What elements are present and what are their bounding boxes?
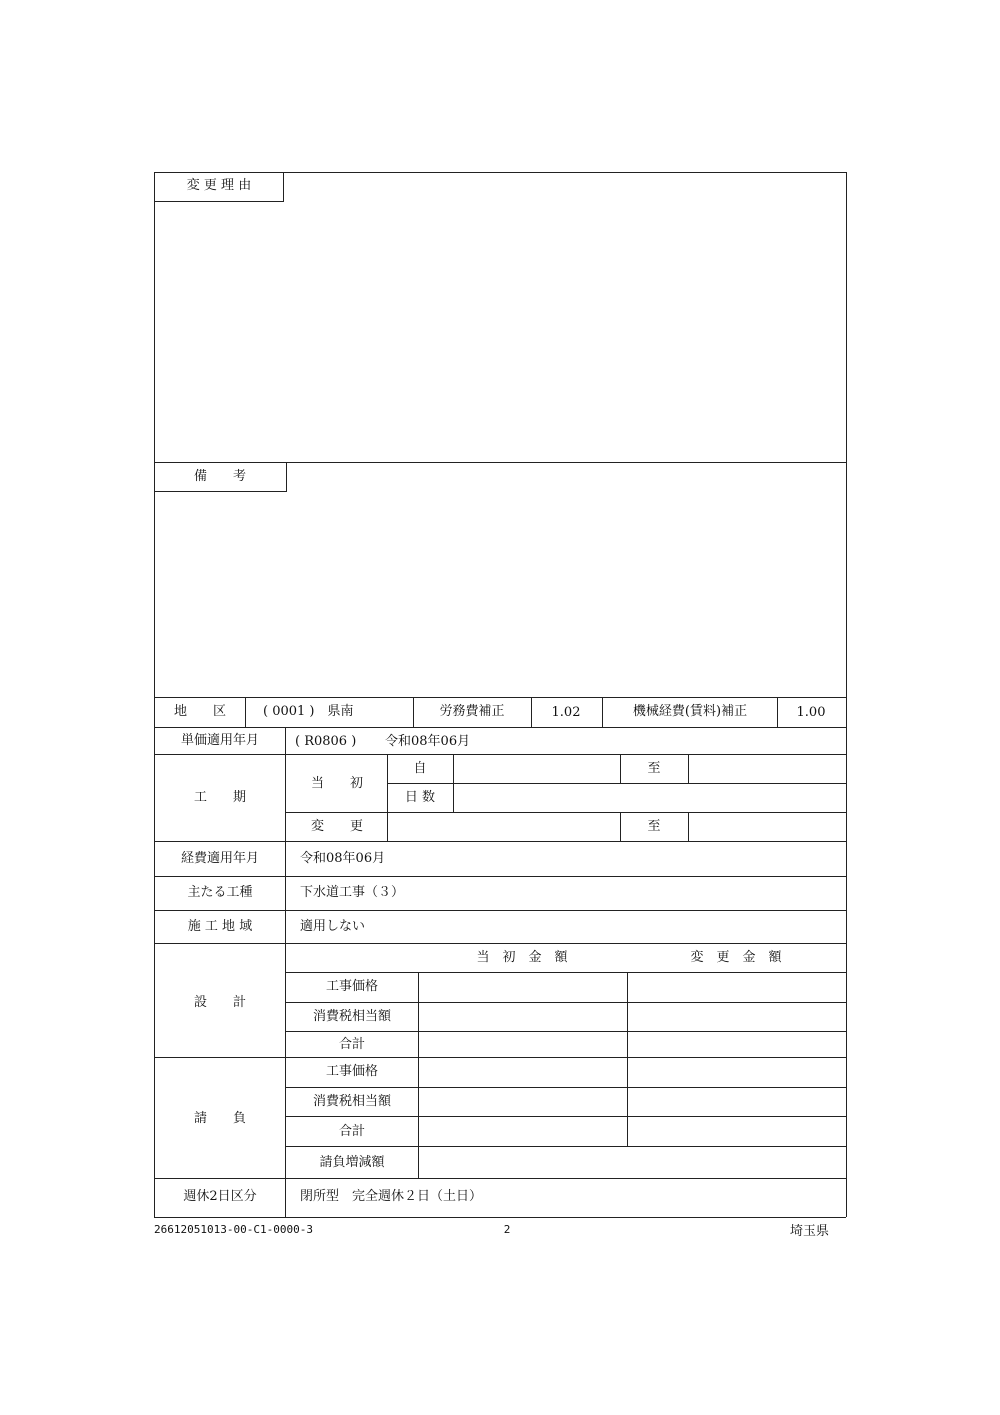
- design-row-label: 消費税相当額: [312, 1009, 392, 1024]
- footer-prefecture: 埼玉県: [790, 1224, 830, 1239]
- col-line: [620, 812, 621, 841]
- remarks-tab-right: [286, 462, 287, 492]
- col-line: [413, 697, 414, 727]
- remarks-label: 備 考: [193, 469, 247, 484]
- expense-label: 経費適用年月: [180, 851, 260, 866]
- row-line: [387, 783, 846, 784]
- row-line: [154, 876, 846, 877]
- row-line: [154, 727, 846, 728]
- footer-page: 2: [503, 1223, 511, 1236]
- row-line: [285, 1087, 846, 1088]
- design-row-label: 合計: [338, 1037, 366, 1052]
- machine-label: 機械経費(賃料)補正: [632, 704, 748, 719]
- col-line: [627, 972, 628, 1147]
- period-initial-label: 当 初: [310, 776, 364, 791]
- reason-label: 変 更 理 由: [186, 178, 252, 193]
- period-change-to-label: 至: [647, 819, 661, 834]
- col-line: [620, 754, 621, 784]
- region-label: 施 工 地 域: [187, 919, 253, 934]
- row-line: [285, 1116, 846, 1117]
- frame-bottom: [154, 1217, 846, 1218]
- expense-value: 令和08年06月: [300, 851, 386, 866]
- contract-row-label: 合計: [338, 1124, 366, 1139]
- col-line: [387, 754, 388, 841]
- col-line: [418, 972, 419, 1178]
- frame-left: [154, 172, 155, 1217]
- row-line: [285, 812, 846, 813]
- design-row-label: 工事価格: [325, 979, 379, 994]
- col-line: [688, 812, 689, 841]
- contract-row-label: 工事価格: [325, 1064, 379, 1079]
- row-line: [285, 1146, 846, 1147]
- row-line: [154, 754, 846, 755]
- col-line: [531, 697, 532, 727]
- reason-tab-bottom: [154, 201, 284, 202]
- period-days-label: 日 数: [404, 790, 436, 805]
- contract-row-label: 消費税相当額: [312, 1094, 392, 1109]
- design-label: 設 計: [193, 995, 247, 1010]
- col-line: [688, 754, 689, 784]
- period-to-label: 至: [647, 761, 661, 776]
- weekly-label: 週休2日区分: [183, 1189, 257, 1204]
- amount-header-initial: 当 初 金 額: [476, 950, 568, 965]
- row-line: [285, 1002, 846, 1003]
- remarks-tab-bottom: [154, 491, 286, 492]
- row-line: [154, 943, 846, 944]
- remarks-top: [154, 462, 846, 463]
- district-label: 地 区: [173, 704, 227, 719]
- frame-top: [154, 172, 846, 173]
- work-type-label: 主たる工種: [187, 885, 253, 900]
- unit-price-code: ( R0806 ): [295, 734, 357, 749]
- district-value: ( 0001 ) 県南: [263, 704, 354, 719]
- row-line: [154, 841, 846, 842]
- row-line: [154, 697, 846, 698]
- labor-label: 労務費補正: [439, 704, 505, 719]
- row-line: [285, 1031, 846, 1032]
- contract-increase-label: 請負増減額: [319, 1155, 385, 1170]
- col-line: [245, 697, 246, 727]
- work-type-value: 下水道工事（３）: [300, 885, 405, 900]
- footer-code: 26612051013-00-C1-0000-3: [154, 1223, 313, 1236]
- period-label: 工 期: [193, 790, 247, 805]
- row-line: [154, 1178, 846, 1179]
- row-line: [154, 1057, 846, 1058]
- period-change-label: 変 更: [310, 819, 364, 834]
- region-value: 適用しない: [300, 919, 366, 934]
- col-line: [602, 697, 603, 727]
- col-line: [453, 754, 454, 812]
- row-line: [285, 972, 846, 973]
- machine-value: 1.00: [796, 705, 826, 720]
- row-line: [154, 910, 846, 911]
- period-from-label: 自: [413, 761, 427, 776]
- reason-tab-right: [283, 172, 284, 202]
- frame-right: [846, 172, 847, 1217]
- weekly-value: 閉所型 完全週休２日（土日）: [300, 1189, 483, 1204]
- col-line: [777, 697, 778, 727]
- labor-value: 1.02: [551, 705, 581, 720]
- unit-price-label: 単価適用年月: [180, 733, 260, 748]
- unit-price-date: 令和08年06月: [385, 734, 471, 749]
- amount-header-changed: 変 更 金 額: [690, 950, 782, 965]
- contract-label: 請 負: [193, 1111, 247, 1126]
